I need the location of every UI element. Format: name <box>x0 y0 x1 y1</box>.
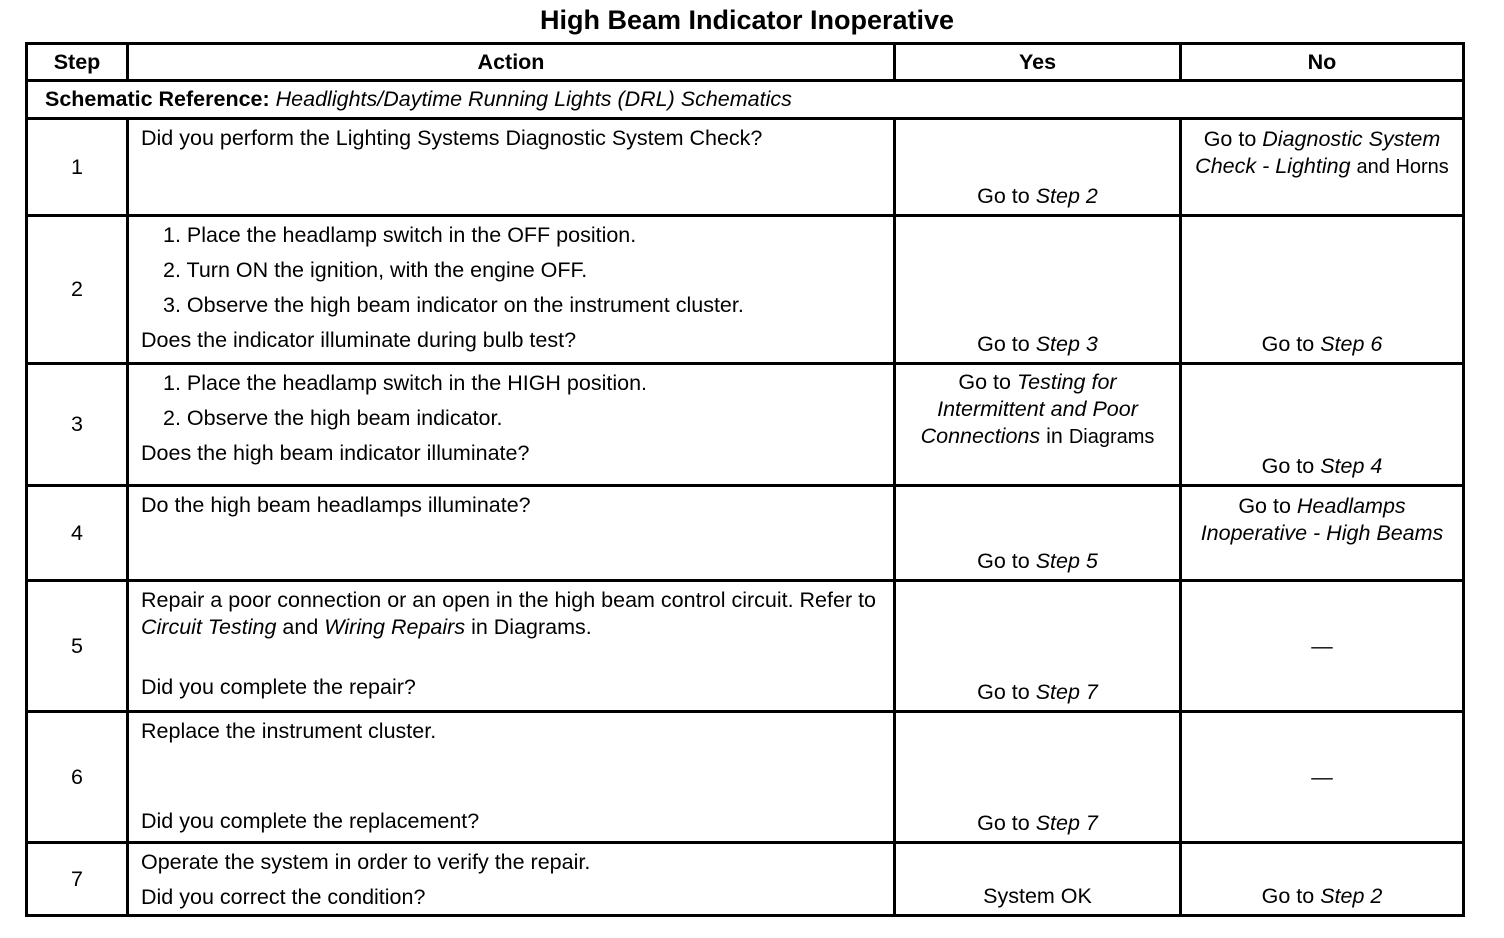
page-title: High Beam Indicator Inoperative <box>539 5 955 35</box>
goto-text: Go to <box>1261 332 1315 356</box>
circuit-testing-link[interactable]: Circuit Testing <box>141 615 277 639</box>
step-number: 5 <box>27 581 128 712</box>
wiring-repairs-link[interactable]: Wiring Repairs <box>324 615 466 639</box>
schematic-row <box>27 81 1464 119</box>
yes-cell <box>895 486 1181 581</box>
no-link[interactable]: Step 6 <box>1320 332 1383 356</box>
substep: 2. Observe the high beam indicator. <box>163 406 503 430</box>
action-question: Does the indicator illuminate during bulb test? <box>141 328 577 352</box>
no-link[interactable]: Step 4 <box>1320 454 1383 478</box>
action-in: in Diagrams. <box>471 615 592 639</box>
step-number: 3 <box>27 364 128 486</box>
action-cell <box>128 843 895 916</box>
header-action: Action <box>128 44 895 81</box>
goto-text: Go to <box>977 811 1030 835</box>
table-row <box>27 843 1464 916</box>
action-question: Did you perform the Lighting Systems Diagnostic System Check? <box>141 126 763 150</box>
goto-text: Go to <box>1261 884 1315 908</box>
goto-text: Go to <box>1261 454 1315 478</box>
yes-cell <box>895 581 1181 712</box>
yes-link[interactable]: Testing for Intermittent and Poor Connections <box>920 370 1138 448</box>
no-cell <box>1181 364 1464 486</box>
table-row <box>27 712 1464 843</box>
action-question: Did you complete the replacement? <box>141 809 480 833</box>
substep: 3. Observe the high beam indicator on the instrument cluster. <box>163 293 744 317</box>
action-question: Did you complete the repair? <box>141 675 416 699</box>
header-no: No <box>1181 44 1464 81</box>
yes-link[interactable]: Step 3 <box>1035 332 1098 356</box>
yes-link[interactable]: Step 7 <box>1035 680 1098 704</box>
table-row <box>27 119 1464 216</box>
yes-cell <box>895 364 1181 486</box>
yes-cell <box>895 843 1181 916</box>
step-number: 7 <box>27 843 128 916</box>
action-cell <box>128 712 895 843</box>
no-suffix: and Horns <box>1356 156 1449 178</box>
no-cell <box>1181 216 1464 364</box>
no-link[interactable]: Diagnostic System Check - Lighting <box>1195 127 1441 178</box>
table-row <box>27 486 1464 581</box>
yes-text: System OK <box>983 884 1092 908</box>
no-cell <box>1181 581 1464 712</box>
yes-link[interactable]: Step 5 <box>1035 549 1098 573</box>
step-number: 6 <box>27 712 128 843</box>
schematic-reference <box>27 81 1464 119</box>
no-cell <box>1181 119 1464 216</box>
no-dash: — <box>1311 633 1333 658</box>
action-and: and <box>282 615 319 639</box>
no-cell <box>1181 486 1464 581</box>
yes-link[interactable]: Step 7 <box>1035 811 1098 835</box>
action-cell <box>128 486 895 581</box>
schematic-link[interactable]: Headlights/Daytime Running Lights (DRL) Schematics <box>275 87 792 111</box>
no-link[interactable]: Step 2 <box>1320 884 1383 908</box>
goto-text: Go to <box>977 332 1030 356</box>
yes-suffix: Diagrams <box>1068 426 1155 448</box>
goto-text: Go to <box>977 184 1030 208</box>
action-question: Did you correct the condition? <box>141 885 426 909</box>
table-row <box>27 216 1464 364</box>
substep: 2. Turn ON the ignition, with the engine OFF. <box>163 258 588 282</box>
action-text-a: Repair a poor connection or an open in the high beam control circuit. Refer to <box>141 588 877 612</box>
goto-text: Go to <box>1203 127 1257 151</box>
goto-text: Go to <box>977 549 1030 573</box>
yes-link[interactable]: Step 2 <box>1035 184 1098 208</box>
no-dash: — <box>1311 764 1333 789</box>
schematic-label: Schematic Reference: <box>45 87 270 111</box>
step-number: 1 <box>27 119 128 216</box>
goto-text: Go to <box>1238 494 1291 518</box>
no-link[interactable]: Headlamps Inoperative - High Beams <box>1200 494 1444 545</box>
yes-cell <box>895 712 1181 843</box>
no-cell <box>1181 843 1464 916</box>
action-question: Does the high beam indicator illuminate? <box>141 441 530 465</box>
step-number: 2 <box>27 216 128 364</box>
goto-text: Go to <box>958 370 1011 394</box>
action-text: Operate the system in order to verify the repair. <box>141 850 591 874</box>
yes-cell <box>895 216 1181 364</box>
action-cell <box>128 581 895 712</box>
no-cell <box>1181 712 1464 843</box>
in-text: in <box>1046 424 1063 448</box>
action-cell <box>128 216 895 364</box>
action-text <box>141 587 883 641</box>
action-cell <box>128 119 895 216</box>
goto-text: Go to <box>977 680 1030 704</box>
substep: 1. Place the headlamp switch in the HIGH position. <box>163 371 648 395</box>
action-question: Do the high beam headlamps illuminate? <box>141 493 531 517</box>
header-step: Step <box>27 44 128 81</box>
header-yes: Yes <box>895 44 1181 81</box>
yes-cell <box>895 119 1181 216</box>
action-cell <box>128 364 895 486</box>
substep: 1. Place the headlamp switch in the OFF position. <box>163 223 637 247</box>
table-row <box>27 364 1464 486</box>
header-row <box>27 44 1464 81</box>
table-row <box>27 581 1464 712</box>
action-text: Replace the instrument cluster. <box>141 719 437 743</box>
step-number: 4 <box>27 486 128 581</box>
diagnostic-table <box>25 42 1465 917</box>
